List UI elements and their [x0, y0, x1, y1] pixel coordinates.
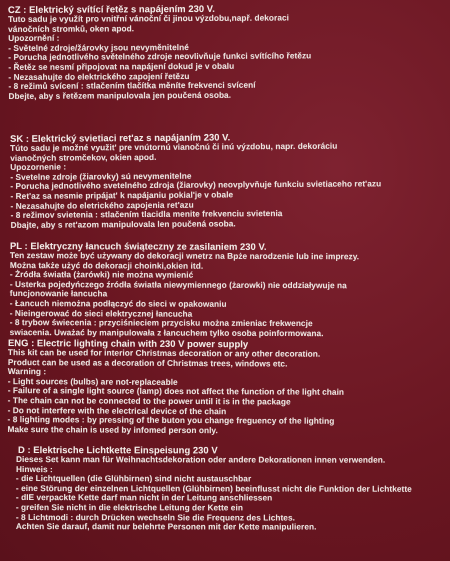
slovak-warning-heading: Upozornenie : — [10, 161, 67, 173]
polish-heading: PL : Elektryczny łancuch świąteczny ze zasilaniem 230 V. — [9, 240, 267, 252]
slovak-warning-item: - Nezasahujte do eletrického zapojenia ret'azu — [10, 199, 194, 211]
polish-warning-item: funcjonowanie łancucha — [9, 288, 108, 299]
german-warning-item: - eine Störung der einzelnen Lichtquellen (Glühbirnen) beeinflusst nicht die Funktion der Lichtkette — [15, 482, 412, 494]
czech-warning-item: - Porucha jednotlivého světelného zdroje neovlivňuje funkci svítícího řetězu — [8, 50, 312, 63]
german-warning-item: - 8 Lichtmodi : durch Drücken wechseln Sie die Frequenz des Lichtes. — [15, 511, 295, 523]
german-heading: D : Elektrische Lichtkette Einspeisung 230 V — [17, 444, 218, 456]
polish-text-line: swiacenia. Uważać by manipulowała z łancuchem tylko osoba poinformowana. — [9, 326, 324, 338]
slovak-text-line: vianočných stromčekov, okien apod. — [10, 151, 157, 163]
german-text-line: Dieses Set kann man für Weihnachtsdekoration oder andere Dekorationen innen verwenden. — [15, 454, 386, 465]
english-text-line: Make sure the chain is used by infomed person only. — [7, 423, 218, 435]
polish-warning-item: - Nieingerować do sieci elektrycznej łancucha — [9, 307, 193, 319]
german-warning-heading: Hinweis : — [15, 463, 53, 474]
slovak-warning-item: - 8 režimov svietenia : stlačením tlacidla menite frekvenciu svietenia — [10, 208, 283, 221]
czech-section — [0, 2, 450, 102]
slovak-heading: SK : Elektrický svietiaci ret'az s napájaním 230 V. — [9, 131, 231, 144]
czech-text-line: Dbejte, aby s řetězem manipulovala jen poučená osoba. — [8, 89, 232, 101]
german-warning-item: - greifen Sie nicht in die elektrische Leitung der Kette ein — [15, 501, 243, 513]
polish-text-line: Można także użyć do dekoracji choinki,okien itd. — [9, 259, 204, 271]
english-warning-item: - Do not interfere with the electrical device of the chain — [7, 404, 227, 416]
czech-warning-item: - Nezasahujte do elektrického zapojení řetězu — [8, 70, 190, 82]
english-heading: ENG : Electric lighting chain with 230 V power supply — [7, 337, 249, 350]
czech-text-line: Tuto sadu je využít pro vnitřní vánoční či jinou výzdobu,např. dekoraci — [8, 12, 290, 24]
czech-warning-item: - 8 režimů svícení : stlačením tlačítka měníte frekvenci svícení — [8, 79, 256, 92]
german-text-line: Achten Sie darauf, damit nur belehrte Personen mit der Kette manipulieren. — [15, 521, 317, 532]
slovak-warning-item: - Ret'az sa nesmie pripájat' k napájaniu pokial'je v obale — [10, 189, 234, 201]
slovak-text-line: Dbajte, aby s ret'azom manipulovala len poučená osoba. — [10, 218, 236, 230]
english-warning-heading: Warning : — [7, 366, 47, 377]
polish-warning-item: - Żródła światła (żarówki) nie można wymienić — [9, 269, 194, 280]
slovak-text-line: Túto sadu je možné využit' pre vnútornú vianočnú či inú výzdobu, napr. dekoráciu — [10, 140, 338, 153]
english-section — [0, 337, 450, 437]
english-text-line: This kit can be used for interior Christmas decoration or any other decoration. — [7, 347, 321, 359]
slovak-warning-item: - Porucha jednotlivého svetelného zdroja (žiarovky) neovplyvňuje funkciu svietiaceho ret'azu — [10, 178, 382, 192]
czech-warning-item: - Světelné zdroje/žárovky jsou nevyměnitelné — [8, 41, 189, 53]
english-warning-item: - Failure of a single light source (lamp) does not affect the function of the light chain — [7, 385, 345, 398]
slovak-warning-item: - Svetelne zdroje (žiarovky) sú nevymenitelne — [10, 170, 192, 182]
slovak-section — [0, 130, 450, 230]
polish-section — [0, 240, 450, 339]
czech-warning-heading: Upozornění : — [8, 32, 60, 44]
english-warning-item: - The chain can not be connected to the power until it is in the package — [7, 395, 291, 407]
polish-warning-item: - 8 trybow świecenia : przyciśnieciem przycisku można zmieniac frekwencje — [9, 317, 313, 329]
polish-warning-item: - Usterka pojedyńczego źródła światła niewymiennego (żarowki) nie oddziaływuje na — [9, 278, 347, 290]
english-text-line: Product can be used as a decoration of Christmas trees, windows etc. — [7, 356, 288, 369]
polish-text-line: Ten zestaw może być używany do dekoracji wnetrz na Bpże narodzenie lub ine imprezy. — [9, 250, 360, 262]
english-warning-item: - Light sources (bulbs) are not-replaceable — [7, 375, 178, 387]
english-warning-item: - 8 lighting modes : by pressing of the buton you change freguency of the lighting — [7, 414, 335, 426]
german-warning-item: - die Lichtquellen (die Glühbirnen) sind nicht austauschbar — [15, 473, 252, 484]
german-section — [0, 444, 450, 533]
polish-warning-item: - Łancuch niemożna podłączyć do sieci w opakowaniu — [9, 298, 227, 309]
czech-heading: CZ : Elektrický svítící řetěz s napájením 230 V. — [7, 2, 215, 15]
german-warning-item: - dIE verpackte Kette darf man nicht in der Leitung anschliessen — [15, 492, 273, 503]
czech-warning-item: - Řetěz se nesmí připojovat na napájení dokud je v obalu — [8, 60, 235, 72]
czech-text-line: vánočních stromků, oken apod. — [8, 22, 135, 34]
